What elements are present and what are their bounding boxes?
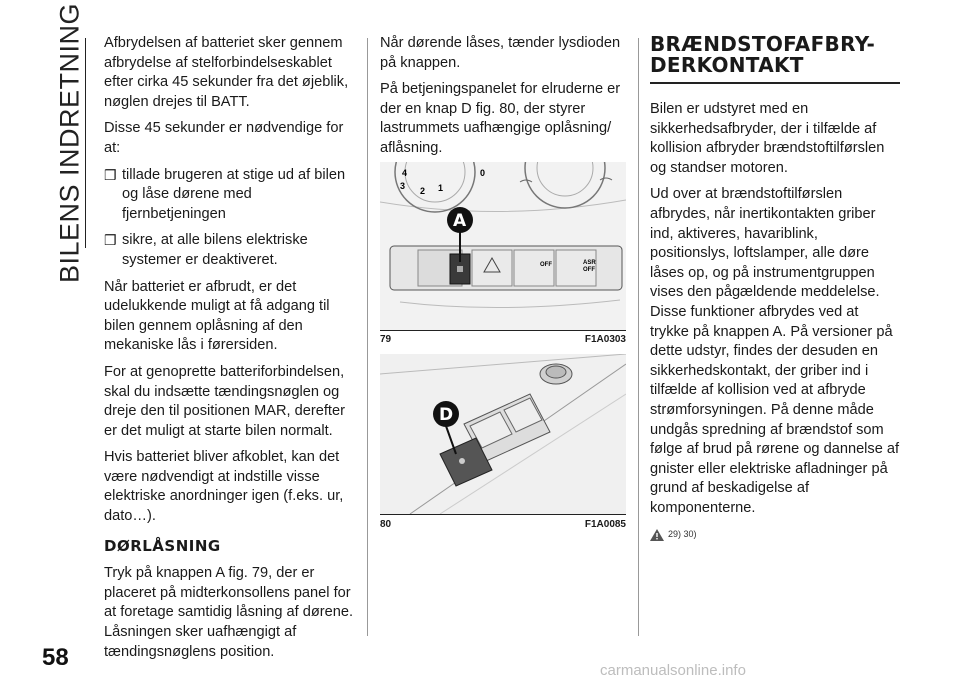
- paragraph: Når batteriet er afbrudt, er det udelukkende muligt at få adgang til bilen gennem oplåsning af den mekaniske lås i førersiden.: [104, 278, 330, 354]
- paragraph: Ud over at brændstoftilførslen afbrydes, når inertikontakten griber ind, aktiveres, havariblink, positionslys, loftslamper, alle døre låses op, og på instrumentgruppen vises den pågældende meddelelse. Disse funktioner afbrydes ved at trykke på knappen A. På versioner på dette udstyr, findes der desuden en sikkerhedskontakt, der griber ind i tilfælde af kollision ved at afbryde strømforsyningen. På denne måde undgås spredning af brændstof som følge af brud på rørene og dannelse af gnister eller elektriske afladninger på grund af beskadigelse af komponenterne.: [650, 186, 900, 516]
- dial-number: 4: [402, 168, 408, 178]
- caption-rule: [380, 514, 626, 515]
- watermark: carmanualsonline.info: [600, 662, 746, 679]
- paragraph: Bilen er udstyret med en sikkerhedsafbryder, der i tilfælde af kollision afbryder brændstoftilførslen og standser motoren.: [650, 101, 885, 176]
- figure-79: [380, 162, 626, 352]
- marker-a: A: [453, 211, 467, 231]
- asr-off-label: OFF: [583, 267, 595, 273]
- dial-number: 3: [400, 181, 406, 191]
- section-heading: DØRLÅSNING: [104, 536, 221, 555]
- off-label: OFF: [540, 262, 552, 268]
- checkbox-bullet-icon: ❒: [104, 166, 117, 183]
- column-separator: [367, 38, 368, 636]
- column-separator: [638, 38, 639, 636]
- paragraph: Afbrydelsen af batteriet sker gennem afbrydelse af stelforbindelseskablet efter cirka 45 sekunder fra det øjeblik, nøglen drejes til BATT.: [104, 35, 349, 110]
- marker-d: D: [439, 405, 454, 425]
- figure-79-image: [380, 162, 626, 330]
- column-2: [380, 34, 630, 166]
- warning-icon: [650, 529, 664, 541]
- dial-number: 1: [438, 183, 444, 193]
- paragraph: For at genoprette batteriforbindelsen, skal du indsætte tændingsnøglen og dreje den til positionen MAR, derefter er det muligt at starte bilen normalt.: [104, 363, 345, 439]
- checkbox-bullet-icon: ❒: [104, 232, 117, 249]
- side-rule: [85, 38, 86, 248]
- figure-80-image: [380, 354, 626, 514]
- bullet-item: ❒ tillade brugeren at stige ud af bilen og låse dørene med fjernbetjeningen: [104, 166, 346, 222]
- figure-number: 80: [380, 519, 392, 530]
- paragraph: Hvis batteriet bliver afkoblet, kan det være nødvendigt at indstille visse elektriske anordninger igen (f.eks. ur, dato…).: [104, 449, 344, 525]
- caption-rule: [380, 330, 626, 331]
- paragraph: Disse 45 sekunder er nødvendige for at:: [104, 120, 344, 156]
- figure-number: 79: [380, 334, 392, 345]
- figure-80: [380, 354, 626, 538]
- page-number: 58: [42, 644, 69, 671]
- side-section-title: BILENS INDRETNING: [54, 2, 85, 284]
- section-heading: BRÆNDSTOFAFBRY-DERKONTAKT: [650, 34, 900, 84]
- warning-references: [650, 525, 900, 545]
- asr-label: ASR: [583, 260, 596, 266]
- dial-number: 2: [420, 186, 426, 196]
- warning-ref-text: 29) 30): [668, 529, 697, 540]
- figure-code: F1A0085: [584, 519, 626, 530]
- paragraph: Når dørende låses, tænder lysdioden på knappen.: [380, 35, 621, 71]
- column-3: [650, 34, 900, 545]
- paragraph: Tryk på knappen A fig. 79, der er placeret på midterkonsollens panel for at foretage samtidig låsning af dørene. Låsningen sker uafhængigt af tændingsnøglens position.: [104, 565, 354, 660]
- figure-code: F1A0303: [584, 334, 626, 345]
- bullet-item: ❒ sikre, at alle bilens elektriske systemer er deaktiveret.: [104, 232, 308, 268]
- dial-number: 0: [480, 168, 486, 178]
- column-1: [104, 34, 359, 669]
- paragraph: På betjeningspanelet for elruderne er der en knap D fig. 80, der styrer lastrummets uafhængige oplåsning/ aflåsning.: [380, 81, 621, 156]
